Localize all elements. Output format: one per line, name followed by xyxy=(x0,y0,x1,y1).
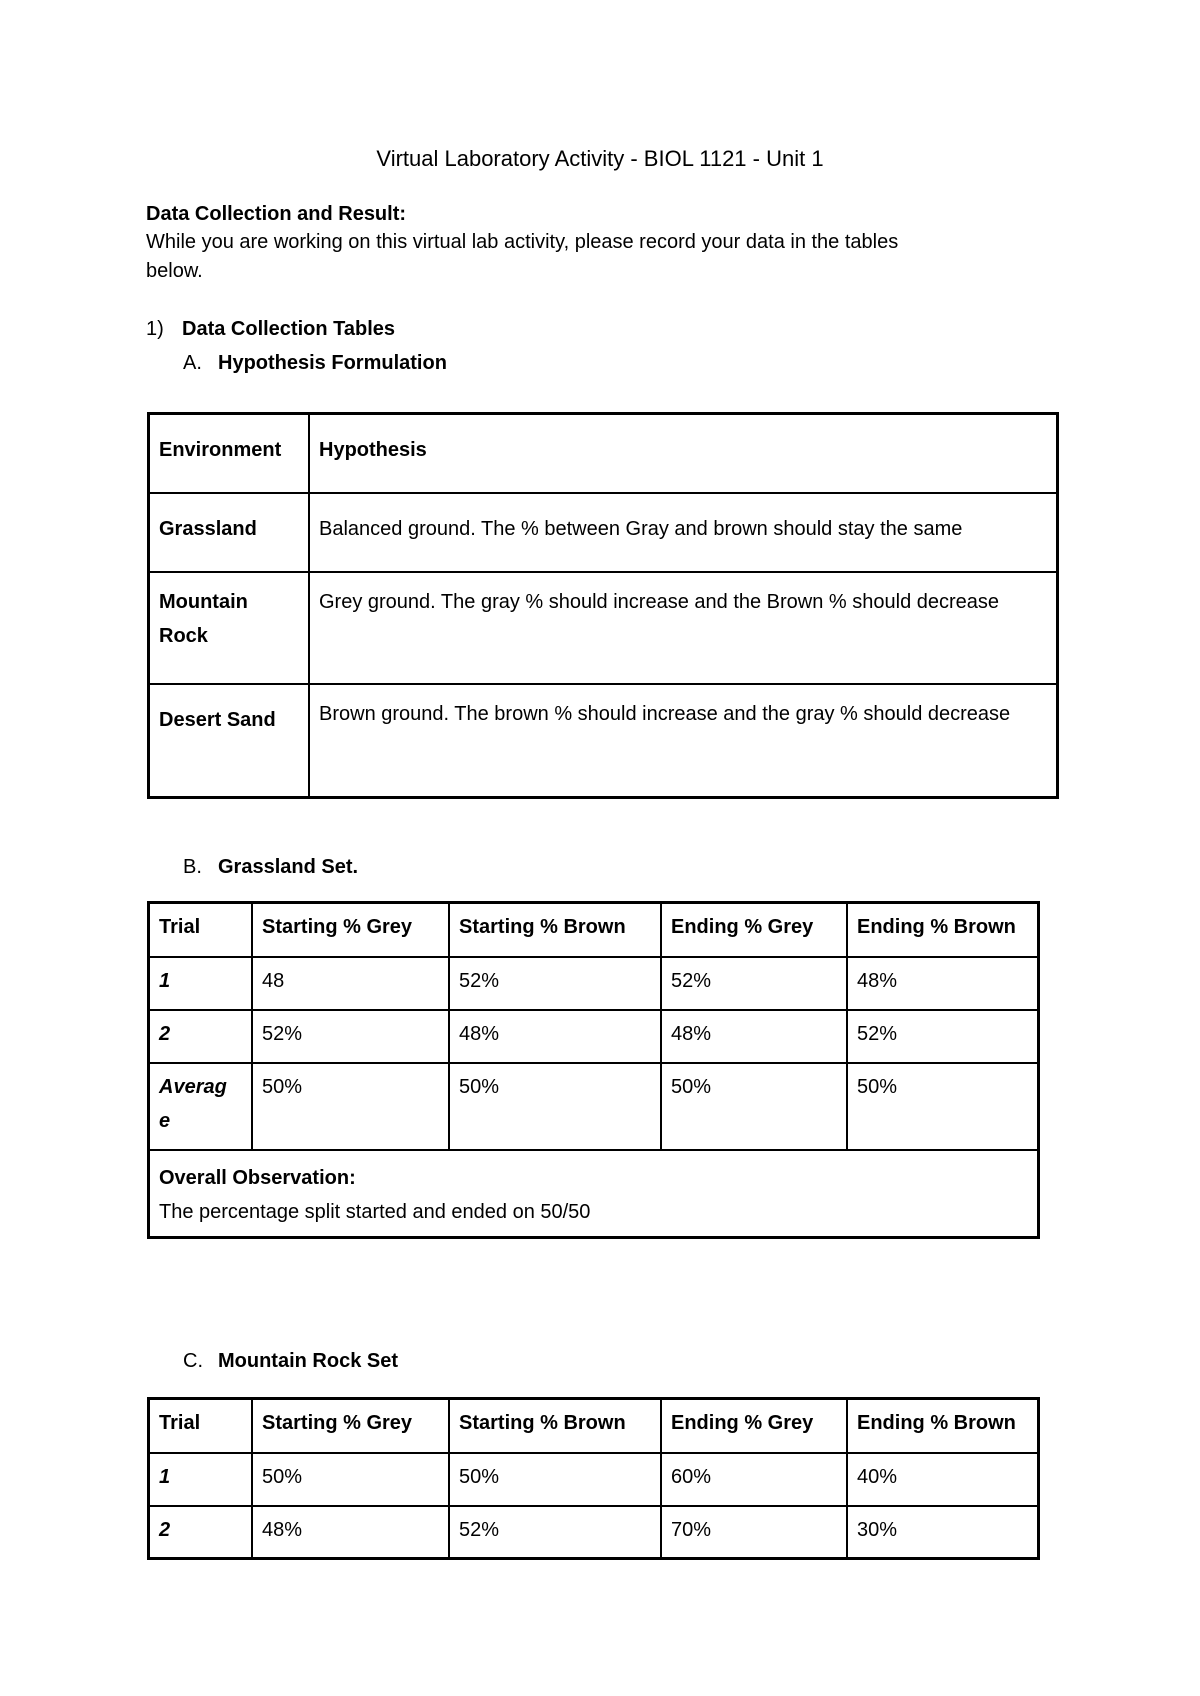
value-cell: 48% xyxy=(847,957,1039,1010)
header-starting-brown: Starting % Brown xyxy=(449,903,661,957)
value-cell: 50% xyxy=(449,1063,661,1150)
observation-row xyxy=(149,1150,1039,1238)
average-label-part: e xyxy=(159,1109,171,1132)
value-cell: 52% xyxy=(449,957,661,1010)
header-ending-grey: Ending % Grey xyxy=(661,903,847,957)
trial-cell: 2 xyxy=(149,1010,253,1063)
observation-cell xyxy=(149,1150,1039,1238)
header-trial: Trial xyxy=(149,903,253,957)
value-cell: 48 xyxy=(252,957,449,1010)
table-header-row xyxy=(149,1399,1039,1453)
table-row xyxy=(149,1010,1039,1063)
average-label xyxy=(149,1063,253,1150)
value-cell: 52% xyxy=(252,1010,449,1063)
observation-label: Overall Observation: xyxy=(159,1166,356,1189)
value-cell: 52% xyxy=(449,1506,661,1559)
table-row xyxy=(149,493,1058,572)
table-header-row xyxy=(149,903,1039,957)
value-cell: 52% xyxy=(847,1010,1039,1063)
environment-cell: Desert Sand xyxy=(149,684,310,798)
header-environment: Environment xyxy=(149,414,310,493)
list-number: 1) xyxy=(146,318,164,340)
observation-text: The percentage split started and ended on 50/50 xyxy=(159,1200,591,1223)
value-cell: 50% xyxy=(252,1453,449,1506)
trial-cell: 2 xyxy=(149,1506,253,1559)
mountain-rock-table xyxy=(147,1397,1040,1560)
hypothesis-table xyxy=(147,412,1059,799)
intro-line-1: While you are working on this virtual lab activity, please record your data in the tables xyxy=(146,231,899,253)
section-heading: Data Collection and Result: xyxy=(146,203,407,225)
header-ending-brown: Ending % Brown xyxy=(847,1399,1039,1453)
environment-line: Mountain xyxy=(159,590,248,613)
header-starting-grey: Starting % Grey xyxy=(252,903,449,957)
header-trial: Trial xyxy=(149,1399,253,1453)
subsection-a-heading: Hypothesis Formulation xyxy=(218,352,447,374)
environment-cell: Grassland xyxy=(149,493,310,572)
list-heading: Data Collection Tables xyxy=(182,318,396,340)
subsection-c-letter: C. xyxy=(183,1350,203,1372)
table-row xyxy=(149,684,1058,798)
header-starting-grey: Starting % Grey xyxy=(252,1399,449,1453)
table-row xyxy=(149,957,1039,1010)
value-cell: 40% xyxy=(847,1453,1039,1506)
header-ending-brown: Ending % Brown xyxy=(847,903,1039,957)
intro-line-2: below. xyxy=(146,260,203,282)
value-cell: 50% xyxy=(847,1063,1039,1150)
value-cell: 50% xyxy=(661,1063,847,1150)
trial-cell: 1 xyxy=(149,1453,253,1506)
hypothesis-cell: Brown ground. The brown % should increase and the gray % should decrease xyxy=(309,684,1058,798)
table-row xyxy=(149,572,1058,684)
header-hypothesis: Hypothesis xyxy=(309,414,1058,493)
value-cell: 30% xyxy=(847,1506,1039,1559)
header-ending-grey: Ending % Grey xyxy=(661,1399,847,1453)
value-cell: 50% xyxy=(252,1063,449,1150)
table-row xyxy=(149,1506,1039,1559)
table-row xyxy=(149,1453,1039,1506)
value-cell: 60% xyxy=(661,1453,847,1506)
average-row xyxy=(149,1063,1039,1150)
hypothesis-cell: Balanced ground. The % between Gray and brown should stay the same xyxy=(309,493,1058,572)
grassland-table xyxy=(147,901,1040,1239)
trial-cell: 1 xyxy=(149,957,253,1010)
average-label-part: Averag xyxy=(159,1075,227,1098)
value-cell: 48% xyxy=(661,1010,847,1063)
value-cell: 70% xyxy=(661,1506,847,1559)
subsection-c-heading: Mountain Rock Set xyxy=(218,1350,399,1372)
value-cell: 50% xyxy=(449,1453,661,1506)
value-cell: 48% xyxy=(252,1506,449,1559)
table-header-row xyxy=(149,414,1058,493)
header-starting-brown: Starting % Brown xyxy=(449,1399,661,1453)
hypothesis-cell: Grey ground. The gray % should increase and the Brown % should decrease xyxy=(309,572,1058,684)
value-cell: 48% xyxy=(449,1010,661,1063)
environment-line: Rock xyxy=(159,624,208,647)
subsection-b-heading: Grassland Set. xyxy=(218,856,359,878)
subsection-b-letter: B. xyxy=(183,856,202,878)
environment-cell xyxy=(149,572,310,684)
value-cell: 52% xyxy=(661,957,847,1010)
subsection-a-letter: A. xyxy=(183,352,202,374)
page-title: Virtual Laboratory Activity - BIOL 1121 - Unit 1 xyxy=(376,146,824,171)
